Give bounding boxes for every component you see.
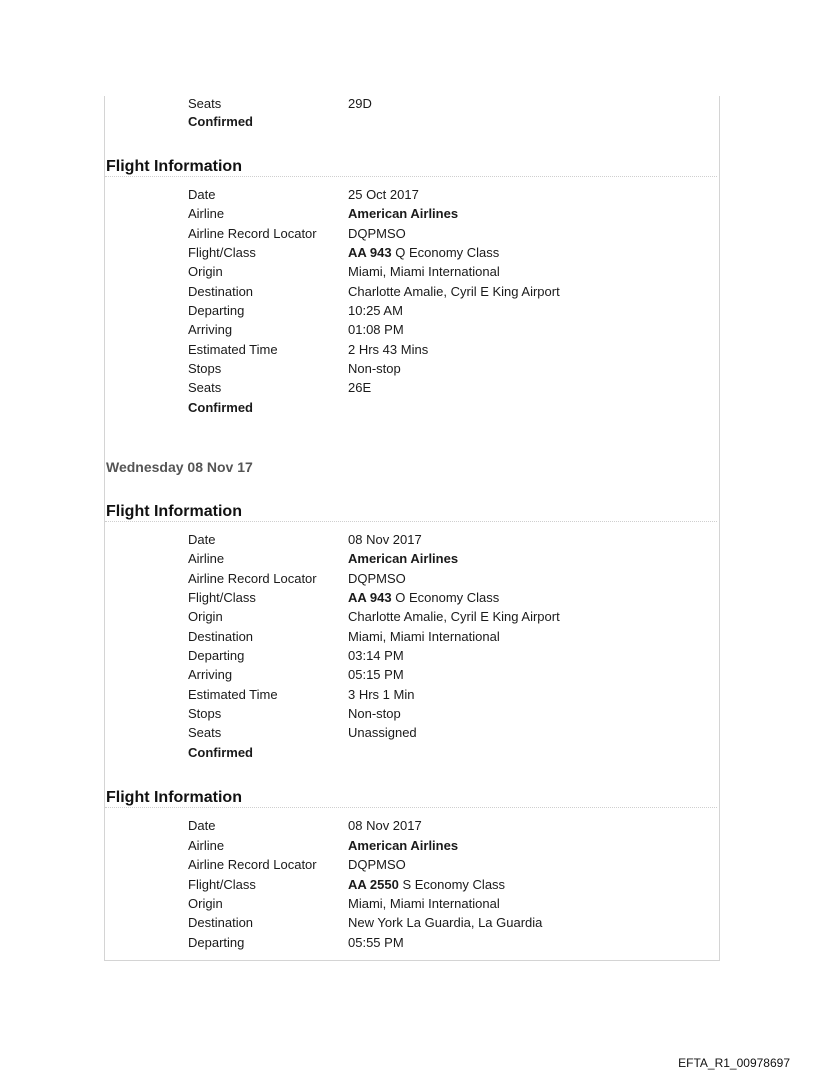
stops-label: Stops: [188, 706, 222, 721]
stops-value: Non-stop: [348, 361, 401, 376]
document-id: EFTA_R1_00978697: [678, 1056, 790, 1070]
departing-value: 03:14 PM: [348, 648, 404, 663]
departing-value: 05:55 PM: [348, 935, 404, 950]
origin-label: Origin: [188, 896, 223, 911]
seats-label: Seats: [188, 96, 222, 111]
departing-label: Departing: [188, 303, 245, 318]
flight-class-value: [348, 590, 499, 606]
arriving-value: 01:08 PM: [348, 322, 404, 337]
flight-class-label: Flight/Class: [188, 590, 256, 605]
destination-label: Destination: [188, 629, 254, 644]
estimated-time-value: 2 Hrs 43 Mins: [348, 342, 429, 357]
date-value: 08 Nov 2017: [348, 532, 422, 547]
flight-class-value: [348, 245, 499, 261]
record-locator-value: DQPMSO: [348, 857, 406, 872]
section-title-flight-information: Flight Information: [106, 158, 242, 175]
destination-value: Miami, Miami International: [348, 629, 500, 644]
record-locator-label: Airline Record Locator: [188, 226, 317, 241]
origin-label: Origin: [188, 609, 223, 624]
arriving-value: 05:15 PM: [348, 667, 404, 682]
airline-label: Airline: [188, 838, 225, 853]
estimated-time-label: Estimated Time: [188, 687, 278, 702]
date-label: Date: [188, 532, 216, 547]
destination-label: Destination: [188, 915, 254, 930]
section-divider: [105, 807, 717, 808]
origin-value: Miami, Miami International: [348, 264, 500, 279]
origin-value: Miami, Miami International: [348, 896, 500, 911]
fare-class: Q Economy Class: [395, 245, 500, 260]
flight-number: AA 2550: [348, 877, 399, 892]
seats-value: 29D: [348, 96, 372, 111]
record-locator-value: DQPMSO: [348, 571, 406, 586]
booking-status: Confirmed: [188, 745, 253, 760]
record-locator-value: DQPMSO: [348, 226, 406, 241]
stops-label: Stops: [188, 361, 222, 376]
date-label: Date: [188, 818, 216, 833]
destination-value: Charlotte Amalie, Cyril E King Airport: [348, 284, 560, 299]
destination-label: Destination: [188, 284, 254, 299]
date-label: Date: [188, 187, 216, 202]
record-locator-label: Airline Record Locator: [188, 857, 317, 872]
airline-label: Airline: [188, 206, 225, 221]
seats-value: Unassigned: [348, 725, 417, 740]
estimated-time-label: Estimated Time: [188, 342, 278, 357]
origin-value: Charlotte Amalie, Cyril E King Airport: [348, 609, 560, 624]
airline-value: American Airlines: [348, 206, 459, 221]
section-divider: [105, 176, 717, 177]
flight-class-label: Flight/Class: [188, 245, 256, 260]
arriving-label: Arriving: [188, 322, 233, 337]
date-value: 25 Oct 2017: [348, 187, 419, 202]
flight-number: AA 943: [348, 590, 392, 605]
section-title-flight-information: Flight Information: [106, 503, 242, 520]
departing-label: Departing: [188, 648, 245, 663]
booking-status: Confirmed: [188, 400, 253, 415]
record-locator-label: Airline Record Locator: [188, 571, 317, 586]
fare-class: S Economy Class: [402, 877, 506, 892]
origin-label: Origin: [188, 264, 223, 279]
date-value: 08 Nov 2017: [348, 818, 422, 833]
booking-status: Confirmed: [188, 114, 253, 129]
seats-label: Seats: [188, 380, 222, 395]
airline-label: Airline: [188, 551, 225, 566]
departing-value: 10:25 AM: [348, 303, 403, 318]
section-divider: [105, 521, 717, 522]
day-heading: Wednesday 08 Nov 17: [106, 459, 253, 475]
airline-value: American Airlines: [348, 838, 459, 853]
airline-value: American Airlines: [348, 551, 459, 566]
stops-value: Non-stop: [348, 706, 401, 721]
fare-class: O Economy Class: [395, 590, 500, 605]
flight-class-value: [348, 877, 505, 893]
section-title-flight-information: Flight Information: [106, 789, 242, 806]
seats-value: 26E: [348, 380, 372, 395]
destination-value: New York La Guardia, La Guardia: [348, 915, 543, 930]
flight-number: AA 943: [348, 245, 392, 260]
seats-label: Seats: [188, 725, 222, 740]
departing-label: Departing: [188, 935, 245, 950]
arriving-label: Arriving: [188, 667, 233, 682]
flight-class-label: Flight/Class: [188, 877, 256, 892]
estimated-time-value: 3 Hrs 1 Min: [348, 687, 415, 702]
